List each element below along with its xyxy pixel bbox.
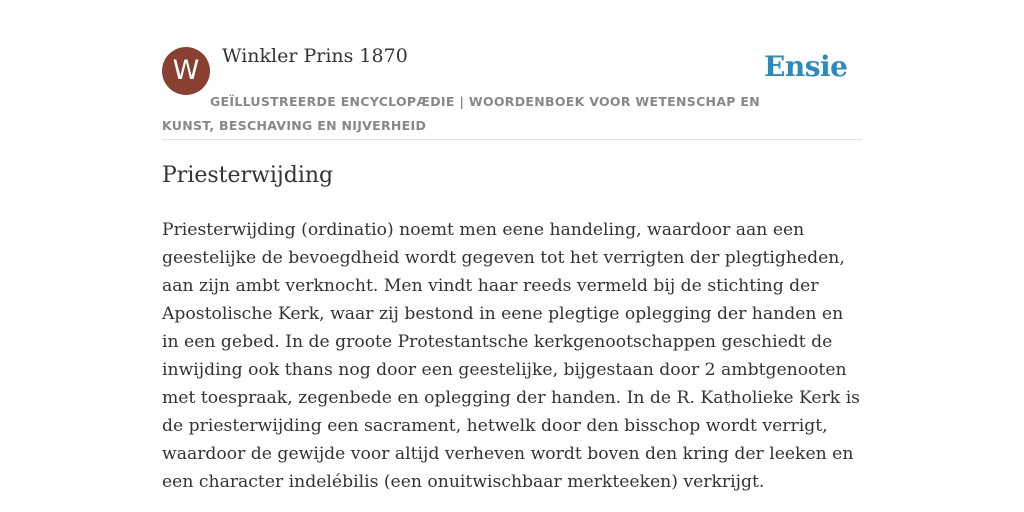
- brand-logo[interactable]: Ensie: [764, 50, 848, 83]
- source-title[interactable]: Winkler Prins 1870: [222, 45, 408, 67]
- header-divider: [162, 139, 862, 140]
- entry-text: Priesterwijding (ordinatio) noemt men eene handeling, waardoor aan een geestelijke de bevoegdheid wordt gegeven tot het verrigten der plegtigheden, aan zijn ambt verknocht. Men vindt haar reeds vermeld bij de stichting der Apostolische Kerk, waar zij bestond in eene plegtige oplegging der handen en in een gebed. In de groote Protestantsche kerkgenootschappen geschiedt de inwijding ook thans nog door een geestelijke, bijgestaan door 2 ambtgenooten met toespraak, zegenbede en oplegging der handen. In de R. Katholieke Kerk is de priesterwijding een sacrament, hetwelk door den bisschop wordt verrigt, waardoor de gewijde voor altijd verheven wordt boven den kring der leeken en een character indelébilis (een onuitwischbaar merkteeken) verkrijgt.: [162, 220, 861, 492]
- source-avatar[interactable]: W: [162, 47, 210, 95]
- source-subtitle: GEÏLLUSTREERDE ENCYCLOPÆDIE | WOORDENBOEK VOOR WETENSCHAP EN KUNST, BESCHAVING EN NIJVERHEID: [162, 94, 760, 133]
- entry-headword: Priesterwijding: [162, 163, 334, 188]
